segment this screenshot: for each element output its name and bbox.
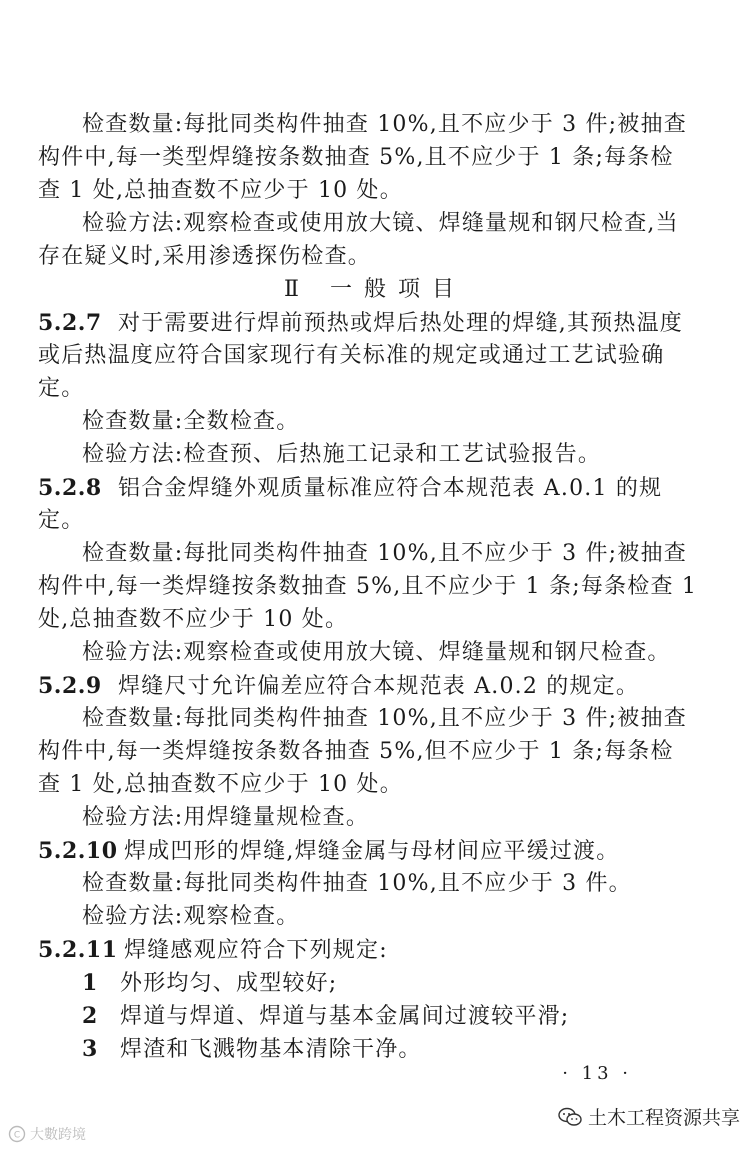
paragraph-line: 检验方法:观察检查或使用放大镜、焊缝量规和钢尺检查。 [82, 640, 671, 665]
clause-number: 5.2.7 [38, 310, 102, 336]
paragraph-line: 或后热温度应符合国家现行有关标准的规定或通过工艺试验确 [38, 343, 665, 368]
page-number: · 13 · [562, 1063, 632, 1084]
item-text: 外形均匀、成型较好; [120, 971, 338, 996]
paragraph-line: 检查数量:每批同类构件抽查 10%,且不应少于 3 件;被抽查 [82, 112, 687, 137]
clause-5-2-9 [38, 671, 662, 701]
paragraph-line: 定。 [38, 376, 85, 401]
paragraph-line: 查 1 处,总抽查数不应少于 10 处。 [38, 178, 403, 203]
paragraph-line: 检查数量:全数检查。 [82, 409, 300, 434]
clause-5-2-11 [38, 935, 662, 965]
paragraph-line: 构件中,每一类焊缝按条数各抽查 5%,但不应少于 1 条;每条检 [38, 739, 674, 764]
clause-5-2-8 [38, 473, 662, 503]
item-number: 3 [82, 1036, 99, 1062]
watermark-text: 大數跨境 [30, 1127, 86, 1143]
wechat-watermark [558, 1103, 740, 1130]
item-text: 焊道与焊道、焊道与基本金属间过渡较平滑; [120, 1004, 570, 1029]
clause-text: 对于需要进行焊前预热或焊后热处理的焊缝,其预热温度 [118, 311, 683, 336]
paragraph-line: 构件中,每一类型焊缝按条数抽查 5%,且不应少于 1 条;每条检 [38, 145, 674, 170]
clause-text: 焊缝感观应符合下列规定: [124, 938, 388, 963]
paragraph-line: 存在疑义时,采用渗透探伤检查。 [38, 244, 371, 269]
paragraph-line: 检查数量:每批同类构件抽查 10%,且不应少于 3 件。 [82, 871, 632, 896]
watermark-text: 土木工程资源共享 [587, 1107, 740, 1129]
list-item [82, 1034, 662, 1064]
paragraph-line: 查 1 处,总抽查数不应少于 10 处。 [38, 772, 403, 797]
item-number: 1 [82, 970, 99, 996]
paragraph-line: 处,总抽查数不应少于 10 处。 [38, 607, 349, 632]
copyright-icon [8, 1125, 26, 1143]
list-item [82, 968, 662, 998]
source-watermark [8, 1124, 86, 1144]
paragraph-line: 检验方法:检查预、后热施工记录和工艺试验报告。 [82, 442, 602, 467]
item-text: 焊渣和飞溅物基本清除干净。 [120, 1037, 422, 1062]
clause-text: 焊成凹形的焊缝,焊缝金属与母材间应平缓过渡。 [124, 839, 620, 864]
svg-text:C: C [13, 1130, 21, 1141]
clause-number: 5.2.10 [38, 838, 118, 864]
paragraph-line: 检验方法:用焊缝量规检查。 [82, 805, 370, 830]
paragraph-line: 检查数量:每批同类构件抽查 10%,且不应少于 3 件;被抽查 [82, 706, 687, 731]
paragraph-line: 检验方法:观察检查。 [82, 904, 300, 929]
wechat-icon [558, 1107, 582, 1127]
paragraph-line: 构件中,每一类焊缝按条数抽查 5%,且不应少于 1 条;每条检查 1 [38, 574, 698, 599]
clause-5-2-7 [38, 308, 683, 338]
clause-text: 焊缝尺寸允许偏差应符合本规范表 A.0.2 的规定。 [118, 674, 640, 699]
paragraph-line: 检查数量:每批同类构件抽查 10%,且不应少于 3 件;被抽查 [82, 541, 687, 566]
clause-number: 5.2.8 [38, 475, 102, 501]
clause-text: 铝合金焊缝外观质量标准应符合本规范表 A.0.1 的规 [118, 476, 663, 501]
section-heading: Ⅱ 一般项目 [284, 277, 466, 302]
clause-5-2-10 [38, 836, 662, 866]
paragraph-line: 检验方法:观察检查或使用放大镜、焊缝量规和钢尺检查,当 [82, 211, 679, 236]
list-item [82, 1001, 662, 1031]
clause-number: 5.2.9 [38, 673, 102, 699]
clause-number: 5.2.11 [38, 937, 118, 963]
item-number: 2 [82, 1003, 99, 1029]
paragraph-line: 定。 [38, 508, 85, 533]
